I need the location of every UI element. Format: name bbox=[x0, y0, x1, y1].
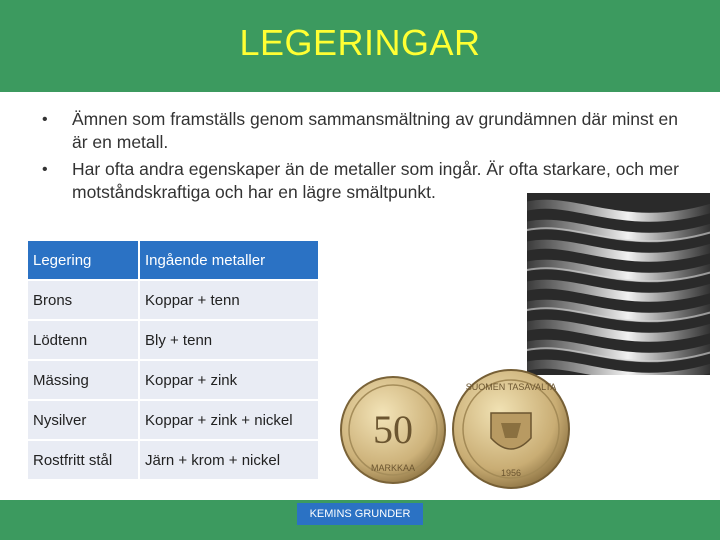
slide-title: LEGERINGAR bbox=[239, 22, 481, 63]
alloys-table bbox=[28, 241, 320, 481]
alloy-metals: Koppar + tenn bbox=[140, 281, 320, 321]
bullet-item bbox=[36, 108, 696, 154]
alloy-name: Mässing bbox=[28, 361, 140, 401]
coin-back-image bbox=[451, 368, 571, 490]
svg-text:50: 50 bbox=[373, 407, 413, 452]
wire-rope-image bbox=[527, 193, 710, 375]
alloy-name: Brons bbox=[28, 281, 140, 321]
bullet-text: Har ofta andra egenskaper än de metaller som ingår. Är ofta starkare, och mer motståndskraftiga och har en lägre smältpunkt. bbox=[72, 159, 679, 202]
alloy-name: Nysilver bbox=[28, 401, 140, 441]
alloy-name: Rostfritt stål bbox=[28, 441, 140, 481]
table-row bbox=[28, 401, 320, 441]
svg-text:1956: 1956 bbox=[500, 468, 522, 478]
table-header-row bbox=[28, 241, 320, 281]
table-row bbox=[28, 361, 320, 401]
bullet-dot-icon: • bbox=[42, 111, 48, 128]
column-header-metals: Ingående metaller bbox=[140, 241, 320, 281]
table-row bbox=[28, 321, 320, 361]
table-row bbox=[28, 281, 320, 321]
coin-front-image bbox=[339, 375, 447, 485]
table-row bbox=[28, 441, 320, 481]
svg-text:SUOMEN TASAVALTA: SUOMEN TASAVALTA bbox=[465, 382, 557, 392]
alloy-metals: Koppar + zink bbox=[140, 361, 320, 401]
svg-text:MARKKAA: MARKKAA bbox=[370, 463, 416, 473]
column-header-alloy: Legering bbox=[28, 241, 140, 281]
alloy-metals: Bly + tenn bbox=[140, 321, 320, 361]
bullet-text: Ämnen som framställs genom sammansmältning av grundämnen där minst en är en metall. bbox=[72, 109, 678, 152]
alloy-metals: Järn + krom + nickel bbox=[140, 441, 320, 481]
bullet-dot-icon: • bbox=[42, 161, 48, 178]
footer-label: KEMINS GRUNDER bbox=[297, 503, 423, 525]
alloy-name: Lödtenn bbox=[28, 321, 140, 361]
alloy-metals: Koppar + zink + nickel bbox=[140, 401, 320, 441]
